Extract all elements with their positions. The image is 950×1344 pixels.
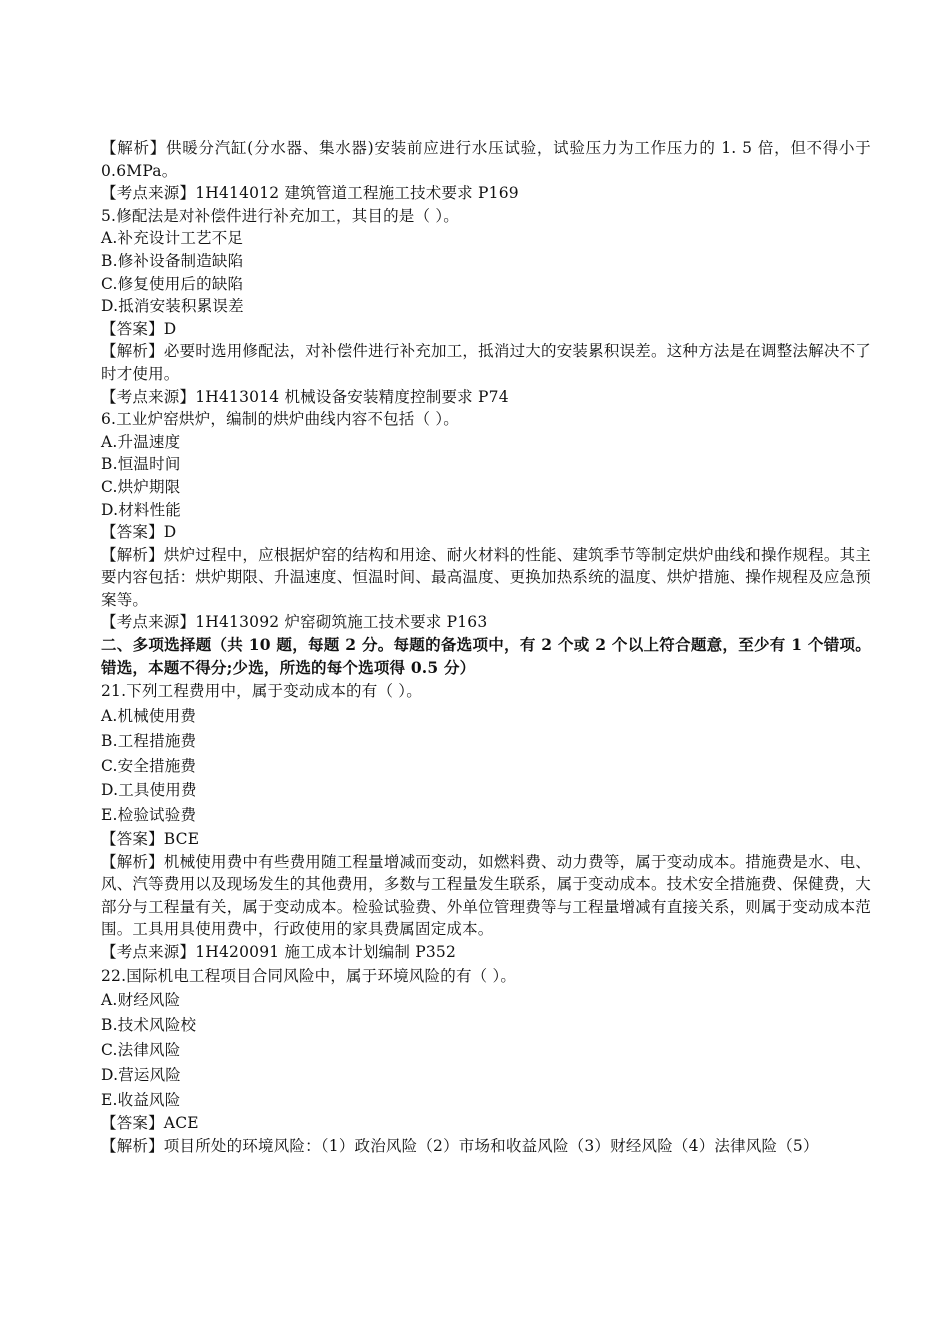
question-text: 5.修配法是对补偿件进行补充加工，其目的是（ ）。 — [101, 206, 459, 225]
question-text: 6.工业炉窑烘炉，编制的烘炉曲线内容不包括（ ）。 — [101, 410, 459, 429]
option-text: C.法律风险 — [101, 1040, 181, 1059]
option-text: B.修补设备制造缺陷 — [101, 251, 244, 270]
option-text: C.烘炉期限 — [101, 477, 181, 496]
explanation-text: 【解析】必要时选用修配法，对补偿件进行补充加工，抵消过大的安装累积误差。这种方法是在调整法解决不了时才使用。 — [101, 342, 871, 383]
option-text: E.收益风险 — [101, 1090, 181, 1109]
answer-text: 【答案】D — [101, 319, 177, 338]
source-reference: 【考点来源】1H414012 建筑管道工程施工技术要求 P169 — [101, 184, 519, 203]
source-reference: 【考点来源】1H413092 炉窑砌筑施工技术要求 P163 — [101, 613, 488, 632]
source-reference: 【考点来源】1H420091 施工成本计划编制 P352 — [101, 943, 457, 961]
option-text: B.技术风险校 — [101, 1016, 197, 1035]
option-text: A.补充设计工艺不足 — [101, 229, 244, 248]
explanation-text: 【解析】项目所处的环境风险：（1）政治风险（2）市场和收益风险（3）财经风险（4）法律风险（5） — [101, 1136, 819, 1155]
answer-text: 【答案】D — [101, 523, 177, 542]
option-text: C.修复使用后的缺陷 — [101, 274, 244, 293]
option-text: E.检验试验费 — [101, 806, 197, 825]
answer-text: 【答案】BCE — [101, 830, 200, 849]
document-page — [101, 137, 871, 1158]
explanation-text: 【解析】烘炉过程中，应根据炉窑的结构和用途、耐火材料的性能、建筑季节等制定烘炉曲线和操作规程。其主要内容包括：烘炉期限、升温速度、恒温时间、最高温度、更换加热系统的温度、烘炉措施、操作规程及应急预案等。 — [101, 545, 871, 609]
option-text: B.恒温时间 — [101, 455, 181, 474]
option-text: B.工程措施费 — [101, 731, 197, 750]
option-text: A.财经风险 — [101, 991, 181, 1010]
explanation-text: 【解析】机械使用费中有些费用随工程量增减而变动，如燃料费、动力费等，属于变动成本。措施费是水、电、风、汽等费用以及现场发生的其他费用，多数与工程量发生联系，属于变动成本。技术安全措施费、保健费，大部分与工程量有关，属于变动成本。检验试验费、外单位管理费等与工程量增减有直接关系，则属于变动成本范围。工具用具使用费中，行政使用的家具费属固定成本。 — [101, 852, 871, 939]
question-text: 22.国际机电工程项目合同风险中，属于环境风险的有（ ）。 — [101, 966, 517, 985]
explanation-text: 【解析】供暖分汽缸(分水器、集水器)安装前应进行水压试验，试验压力为工作压力的 1. 5 倍，但不得小于 0.6MPa。 — [101, 139, 871, 180]
answer-text: 【答案】ACE — [101, 1114, 199, 1133]
option-text: D.工具使用费 — [101, 781, 197, 800]
option-text: D.营运风险 — [101, 1065, 182, 1084]
option-text: D.抵消安装积累误差 — [101, 297, 244, 316]
option-text: C.安全措施费 — [101, 756, 197, 775]
question-text: 21.下列工程费用中，属于变动成本的有（ ）。 — [101, 682, 422, 701]
source-reference: 【考点来源】1H413014 机械设备安装精度控制要求 P74 — [101, 387, 509, 406]
option-text: A.升温速度 — [101, 432, 181, 451]
section-heading: 二、多项选择题（共 10 题，每题 2 分。每题的备选项中，有 2 个或 2 个以上符合题意，至少有 1 个错项。错选，本题不得分;少选，所选的每个选项得 0.5 分） — [101, 635, 871, 677]
option-text: D.材料性能 — [101, 500, 182, 519]
option-text: A.机械使用费 — [101, 707, 197, 726]
